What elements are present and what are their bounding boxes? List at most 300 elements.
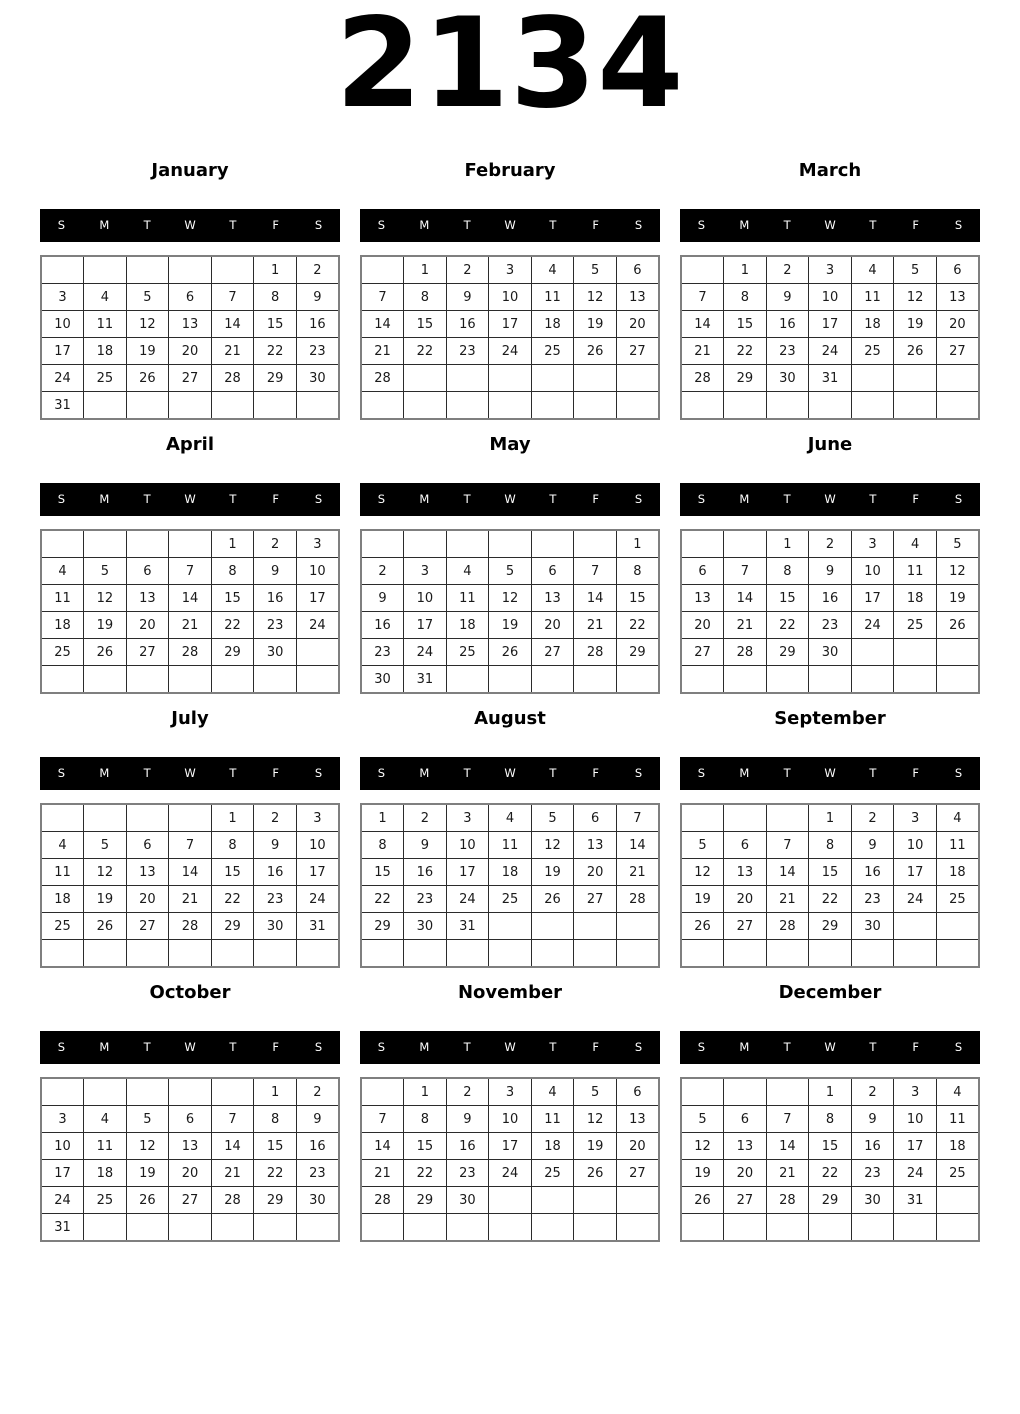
weekday-label: T xyxy=(869,1039,877,1054)
empty-date-cell xyxy=(126,530,169,558)
weekday-label: F xyxy=(592,491,600,506)
weekday-label: W xyxy=(504,765,516,780)
month-title: November xyxy=(457,982,563,1003)
date-cell: 17 xyxy=(446,859,489,886)
date-cell: 31 xyxy=(809,365,852,392)
date-cell: 15 xyxy=(404,311,447,338)
empty-date-cell xyxy=(681,392,724,420)
weekday-header-bar xyxy=(680,1031,980,1064)
date-cell: 30 xyxy=(254,913,297,940)
empty-date-cell xyxy=(616,1214,659,1242)
empty-date-cell xyxy=(489,365,532,392)
week-row xyxy=(361,1160,659,1187)
date-cell: 3 xyxy=(894,804,937,832)
weekday-label: F xyxy=(592,765,600,780)
date-cell: 6 xyxy=(681,558,724,585)
date-cell: 20 xyxy=(724,886,767,913)
date-cell: 2 xyxy=(851,804,894,832)
weekday-label: S xyxy=(954,491,963,506)
date-cell: 11 xyxy=(41,859,84,886)
date-cell: 14 xyxy=(574,585,617,612)
date-cell: 1 xyxy=(211,804,254,832)
date-cell: 26 xyxy=(894,338,937,365)
date-cell: 26 xyxy=(126,1187,169,1214)
weekday-label: T xyxy=(869,765,877,780)
date-cell: 28 xyxy=(361,365,404,392)
date-cell: 17 xyxy=(41,338,84,365)
week-row xyxy=(41,886,339,913)
date-cell: 10 xyxy=(41,311,84,338)
week-row xyxy=(41,832,339,859)
date-grid xyxy=(360,255,660,420)
empty-date-cell xyxy=(211,256,254,284)
weekday-label: W xyxy=(504,491,516,506)
weekday-label: S xyxy=(377,491,386,506)
date-cell: 14 xyxy=(211,311,254,338)
date-grid-body xyxy=(41,1078,339,1241)
date-cell: 22 xyxy=(404,1160,447,1187)
date-cell: 15 xyxy=(809,859,852,886)
empty-date-cell xyxy=(296,392,339,420)
date-cell: 9 xyxy=(809,558,852,585)
empty-date-cell xyxy=(361,940,404,968)
date-grid-body xyxy=(681,804,979,967)
week-row xyxy=(681,311,979,338)
weekday-label: T xyxy=(229,765,237,780)
week-row xyxy=(361,284,659,311)
week-row xyxy=(681,365,979,392)
date-grid xyxy=(680,803,980,968)
date-cell: 30 xyxy=(404,913,447,940)
month-title: March xyxy=(798,160,862,181)
date-cell: 21 xyxy=(616,859,659,886)
week-row xyxy=(41,1160,339,1187)
empty-date-cell xyxy=(809,392,852,420)
date-cell: 14 xyxy=(211,1133,254,1160)
date-cell: 9 xyxy=(296,284,339,311)
date-cell: 7 xyxy=(169,558,212,585)
empty-date-cell xyxy=(574,365,617,392)
date-cell: 28 xyxy=(766,913,809,940)
empty-date-cell xyxy=(616,1187,659,1214)
date-grid xyxy=(360,1077,660,1242)
empty-date-cell xyxy=(169,804,212,832)
date-grid-body xyxy=(681,1078,979,1241)
empty-date-cell xyxy=(681,666,724,694)
empty-date-cell xyxy=(574,1187,617,1214)
date-cell: 29 xyxy=(211,913,254,940)
empty-date-cell xyxy=(531,392,574,420)
date-cell: 27 xyxy=(681,639,724,666)
date-cell: 3 xyxy=(296,530,339,558)
week-row xyxy=(41,392,339,420)
date-cell: 17 xyxy=(41,1160,84,1187)
date-grid xyxy=(680,255,980,420)
date-cell: 25 xyxy=(936,886,979,913)
week-row xyxy=(681,1078,979,1106)
week-row xyxy=(41,558,339,585)
empty-date-cell xyxy=(894,365,937,392)
date-cell: 11 xyxy=(489,832,532,859)
date-cell: 29 xyxy=(361,913,404,940)
date-cell: 12 xyxy=(126,311,169,338)
date-cell: 9 xyxy=(254,832,297,859)
date-cell: 22 xyxy=(211,612,254,639)
date-cell: 24 xyxy=(404,639,447,666)
date-cell: 15 xyxy=(211,585,254,612)
date-cell: 23 xyxy=(296,1160,339,1187)
empty-date-cell xyxy=(296,1214,339,1242)
empty-date-cell xyxy=(936,913,979,940)
date-cell: 18 xyxy=(489,859,532,886)
date-cell: 24 xyxy=(446,886,489,913)
weekday-header-bar xyxy=(40,209,340,242)
weekday-label: T xyxy=(783,491,791,506)
empty-date-cell xyxy=(41,804,84,832)
date-cell: 18 xyxy=(894,585,937,612)
date-cell: 21 xyxy=(169,886,212,913)
week-row xyxy=(681,859,979,886)
weekday-label: M xyxy=(99,765,110,780)
empty-date-cell xyxy=(126,1078,169,1106)
weekday-label: S xyxy=(697,491,706,506)
date-cell: 17 xyxy=(404,612,447,639)
date-cell: 19 xyxy=(531,859,574,886)
week-row xyxy=(41,530,339,558)
week-row xyxy=(681,666,979,694)
date-cell: 13 xyxy=(169,1133,212,1160)
date-cell: 5 xyxy=(126,1106,169,1133)
date-cell: 29 xyxy=(724,365,767,392)
date-cell: 24 xyxy=(41,365,84,392)
month-card xyxy=(680,981,980,1242)
date-cell: 12 xyxy=(574,284,617,311)
empty-date-cell xyxy=(531,1214,574,1242)
empty-date-cell xyxy=(894,1214,937,1242)
weekday-label: W xyxy=(504,1039,516,1054)
date-cell: 13 xyxy=(126,585,169,612)
date-cell: 6 xyxy=(126,832,169,859)
week-row xyxy=(681,612,979,639)
date-cell: 5 xyxy=(489,558,532,585)
week-row xyxy=(41,284,339,311)
date-cell: 7 xyxy=(361,284,404,311)
date-cell: 16 xyxy=(404,859,447,886)
date-cell: 25 xyxy=(531,338,574,365)
week-row xyxy=(41,913,339,940)
date-cell: 18 xyxy=(936,1133,979,1160)
date-cell: 25 xyxy=(894,612,937,639)
empty-date-cell xyxy=(126,940,169,968)
date-cell: 7 xyxy=(616,804,659,832)
date-grid-body xyxy=(681,530,979,693)
date-cell: 26 xyxy=(681,1187,724,1214)
empty-date-cell xyxy=(809,940,852,968)
date-cell: 18 xyxy=(936,859,979,886)
date-cell: 3 xyxy=(404,558,447,585)
date-cell: 11 xyxy=(936,1106,979,1133)
empty-date-cell xyxy=(169,940,212,968)
weekday-label: S xyxy=(697,217,706,232)
weekday-label: F xyxy=(272,491,280,506)
date-cell: 3 xyxy=(296,804,339,832)
date-cell: 8 xyxy=(404,284,447,311)
date-cell: 15 xyxy=(766,585,809,612)
date-cell: 7 xyxy=(169,832,212,859)
date-cell: 26 xyxy=(489,639,532,666)
date-cell: 21 xyxy=(211,338,254,365)
week-row xyxy=(681,1160,979,1187)
weekday-label: S xyxy=(634,765,643,780)
date-cell: 1 xyxy=(404,1078,447,1106)
empty-date-cell xyxy=(489,530,532,558)
empty-date-cell xyxy=(446,365,489,392)
weekday-label: S xyxy=(57,765,66,780)
weekday-header-bar xyxy=(40,1031,340,1064)
date-cell: 11 xyxy=(894,558,937,585)
empty-date-cell xyxy=(851,666,894,694)
empty-date-cell xyxy=(84,940,127,968)
empty-date-cell xyxy=(446,1214,489,1242)
date-cell: 24 xyxy=(851,612,894,639)
date-grid xyxy=(40,1077,340,1242)
week-row xyxy=(41,365,339,392)
date-cell: 4 xyxy=(531,256,574,284)
empty-date-cell xyxy=(894,666,937,694)
date-cell: 2 xyxy=(296,1078,339,1106)
date-cell: 24 xyxy=(489,338,532,365)
empty-date-cell xyxy=(446,666,489,694)
week-row xyxy=(681,284,979,311)
empty-date-cell xyxy=(809,1214,852,1242)
date-cell: 3 xyxy=(489,256,532,284)
date-cell: 27 xyxy=(724,913,767,940)
weekday-header-bar xyxy=(360,1031,660,1064)
weekday-label: W xyxy=(184,217,196,232)
month-card xyxy=(680,707,980,968)
date-cell: 18 xyxy=(446,612,489,639)
weekday-label: M xyxy=(419,1039,430,1054)
empty-date-cell xyxy=(681,940,724,968)
date-cell: 24 xyxy=(809,338,852,365)
date-cell: 13 xyxy=(616,284,659,311)
date-cell: 13 xyxy=(681,585,724,612)
empty-date-cell xyxy=(616,666,659,694)
month-title: October xyxy=(149,982,231,1003)
date-cell: 29 xyxy=(616,639,659,666)
month-card xyxy=(360,159,660,420)
date-cell: 8 xyxy=(616,558,659,585)
empty-date-cell xyxy=(489,666,532,694)
date-grid-body xyxy=(681,256,979,419)
month-card xyxy=(680,433,980,694)
weekday-label: S xyxy=(314,765,323,780)
weekday-header-bar xyxy=(360,483,660,516)
date-cell: 5 xyxy=(84,558,127,585)
date-cell: 24 xyxy=(296,886,339,913)
date-cell: 12 xyxy=(894,284,937,311)
weekday-label: T xyxy=(783,1039,791,1054)
date-cell: 5 xyxy=(936,530,979,558)
date-cell: 17 xyxy=(809,311,852,338)
date-cell: 23 xyxy=(254,886,297,913)
date-cell: 4 xyxy=(84,284,127,311)
date-cell: 1 xyxy=(211,530,254,558)
date-cell: 25 xyxy=(936,1160,979,1187)
date-cell: 21 xyxy=(361,1160,404,1187)
empty-date-cell xyxy=(681,804,724,832)
empty-date-cell xyxy=(574,1214,617,1242)
date-cell: 3 xyxy=(41,1106,84,1133)
date-cell: 28 xyxy=(169,913,212,940)
weekday-label: S xyxy=(57,1039,66,1054)
date-cell: 21 xyxy=(766,1160,809,1187)
date-cell: 17 xyxy=(296,859,339,886)
date-cell: 16 xyxy=(851,859,894,886)
date-cell: 12 xyxy=(531,832,574,859)
empty-date-cell xyxy=(936,392,979,420)
date-cell: 15 xyxy=(616,585,659,612)
empty-date-cell xyxy=(766,1078,809,1106)
weekday-label: W xyxy=(184,1039,196,1054)
date-cell: 21 xyxy=(211,1160,254,1187)
empty-date-cell xyxy=(531,1187,574,1214)
week-row xyxy=(681,530,979,558)
date-cell: 19 xyxy=(936,585,979,612)
date-cell: 18 xyxy=(531,1133,574,1160)
empty-date-cell xyxy=(681,530,724,558)
weekday-label: T xyxy=(143,765,151,780)
date-cell: 26 xyxy=(126,365,169,392)
date-cell: 5 xyxy=(126,284,169,311)
empty-date-cell xyxy=(169,392,212,420)
month-title: April xyxy=(165,434,215,455)
date-cell: 27 xyxy=(126,913,169,940)
empty-date-cell xyxy=(766,804,809,832)
empty-date-cell xyxy=(404,365,447,392)
week-row xyxy=(681,256,979,284)
weekday-label: T xyxy=(143,491,151,506)
empty-date-cell xyxy=(489,940,532,968)
week-row xyxy=(361,1187,659,1214)
date-cell: 12 xyxy=(126,1133,169,1160)
date-cell: 15 xyxy=(211,859,254,886)
weekday-header-bar xyxy=(40,483,340,516)
weekday-label: F xyxy=(912,1039,920,1054)
date-cell: 30 xyxy=(296,365,339,392)
weekday-label: T xyxy=(229,491,237,506)
weekday-label: M xyxy=(99,491,110,506)
date-cell: 9 xyxy=(361,585,404,612)
date-cell: 27 xyxy=(169,1187,212,1214)
empty-date-cell xyxy=(446,530,489,558)
date-cell: 3 xyxy=(809,256,852,284)
date-cell: 10 xyxy=(404,585,447,612)
weekday-label: M xyxy=(419,491,430,506)
date-cell: 4 xyxy=(531,1078,574,1106)
date-cell: 22 xyxy=(254,1160,297,1187)
empty-date-cell xyxy=(361,1078,404,1106)
date-cell: 29 xyxy=(211,639,254,666)
date-cell: 23 xyxy=(766,338,809,365)
date-cell: 7 xyxy=(211,284,254,311)
date-cell: 5 xyxy=(84,832,127,859)
weekday-label: F xyxy=(272,1039,280,1054)
empty-date-cell xyxy=(296,639,339,666)
date-cell: 3 xyxy=(894,1078,937,1106)
empty-date-cell xyxy=(616,913,659,940)
empty-date-cell xyxy=(361,392,404,420)
week-row xyxy=(361,256,659,284)
empty-date-cell xyxy=(84,256,127,284)
date-cell: 11 xyxy=(851,284,894,311)
week-row xyxy=(361,804,659,832)
date-cell: 8 xyxy=(211,832,254,859)
date-cell: 5 xyxy=(574,1078,617,1106)
date-cell: 13 xyxy=(126,859,169,886)
date-grid xyxy=(360,803,660,968)
date-cell: 24 xyxy=(894,886,937,913)
date-cell: 26 xyxy=(936,612,979,639)
date-cell: 27 xyxy=(936,338,979,365)
date-cell: 25 xyxy=(851,338,894,365)
date-cell: 11 xyxy=(41,585,84,612)
year-title: 2134 xyxy=(335,0,685,136)
date-cell: 19 xyxy=(574,311,617,338)
date-cell: 15 xyxy=(254,1133,297,1160)
date-cell: 8 xyxy=(254,1106,297,1133)
weekday-label: W xyxy=(824,765,836,780)
date-cell: 22 xyxy=(766,612,809,639)
week-row xyxy=(41,1078,339,1106)
date-cell: 13 xyxy=(936,284,979,311)
date-cell: 19 xyxy=(126,1160,169,1187)
date-cell: 14 xyxy=(681,311,724,338)
date-cell: 1 xyxy=(404,256,447,284)
date-cell: 17 xyxy=(894,1133,937,1160)
date-cell: 27 xyxy=(616,1160,659,1187)
empty-date-cell xyxy=(41,666,84,694)
date-cell: 21 xyxy=(361,338,404,365)
weekday-label: M xyxy=(739,765,750,780)
week-row xyxy=(41,338,339,365)
date-cell: 25 xyxy=(41,639,84,666)
date-cell: 6 xyxy=(936,256,979,284)
weekday-header-bar xyxy=(40,757,340,790)
week-row xyxy=(681,1133,979,1160)
week-row xyxy=(361,639,659,666)
week-row xyxy=(361,913,659,940)
week-row xyxy=(361,365,659,392)
date-cell: 18 xyxy=(84,1160,127,1187)
date-cell: 20 xyxy=(724,1160,767,1187)
empty-date-cell xyxy=(404,940,447,968)
empty-date-cell xyxy=(211,1078,254,1106)
date-cell: 22 xyxy=(809,1160,852,1187)
empty-date-cell xyxy=(361,530,404,558)
weekday-label: S xyxy=(377,217,386,232)
month-title: June xyxy=(807,434,853,455)
date-cell: 7 xyxy=(681,284,724,311)
weekday-label: S xyxy=(377,765,386,780)
empty-date-cell xyxy=(446,940,489,968)
weekday-label: T xyxy=(463,765,471,780)
date-cell: 2 xyxy=(766,256,809,284)
date-cell: 26 xyxy=(574,1160,617,1187)
weekday-label: S xyxy=(954,217,963,232)
date-cell: 5 xyxy=(894,256,937,284)
date-grid-body xyxy=(41,256,339,419)
